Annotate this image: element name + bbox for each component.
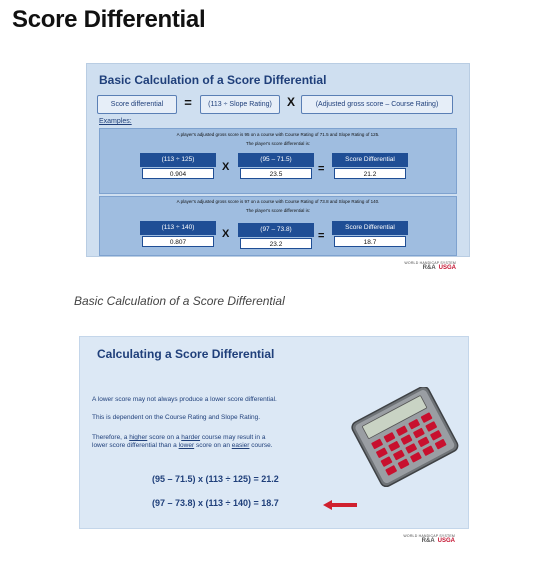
example1-diff-head: (95 – 71.5) (238, 153, 314, 167)
formula-term2-box: (Adjusted gross score – Course Rating) (301, 95, 453, 114)
example1-panel (99, 128, 457, 194)
slide1-title: Basic Calculation of a Score Differential (99, 73, 327, 87)
slide2-logo (385, 534, 455, 544)
example1-slope-head: (113 ÷ 125) (140, 153, 216, 167)
example1-slope-value: 0.904 (142, 168, 214, 179)
slide2-line4-a: lower score differential than a (92, 442, 179, 449)
example2-result-head: Score Differential (332, 221, 408, 235)
example2-times: X (222, 228, 230, 240)
example2-description: A player's adjusted gross score is 97 on a course with Course Rating of 73.8 and Slope Rating of 140. (176, 199, 380, 204)
slide2-line4-e: course. (249, 442, 273, 449)
slide-calculating-score-differential (79, 336, 469, 558)
slide2-line3-e: course may result in a (200, 434, 266, 441)
slide2-logo-tagline: WORLD HANDICAP SYSTEM (403, 534, 455, 538)
example2-panel (99, 196, 457, 256)
slide1-usga-logo: USGA (438, 265, 456, 271)
example2-result-value: 18.7 (334, 236, 406, 247)
slide2-line3-c: score on a (147, 434, 182, 441)
slide2-line4-easier: easier (231, 442, 250, 449)
example1-intro: The player's score differential is: (245, 141, 311, 146)
example2-intro: The player's score differential is: (245, 208, 311, 213)
formula-term1-box: (113 ÷ Slope Rating) (200, 95, 280, 114)
example2-diff-value: 23.2 (240, 238, 312, 249)
example2-diff-head: (97 – 73.8) (238, 223, 314, 237)
calculator-icon (344, 387, 464, 487)
formula-equals: = (184, 95, 192, 110)
slide2-line4-lower: lower (178, 442, 195, 449)
figure-caption: Basic Calculation of a Score Differential (74, 294, 285, 308)
example1-result-head: Score Differential (332, 153, 408, 167)
slide2-line3-higher: higher (129, 434, 148, 441)
example1-description: A player's adjusted gross score is 95 on a course with Course Rating of 71.5 and Slope Rating of 125. (176, 132, 380, 137)
slide1-logo-tagline: WORLD HANDICAP SYSTEM (404, 261, 456, 265)
example1-times: X (222, 161, 230, 173)
example1-equals: = (318, 163, 325, 175)
slide2-formula1: (95 – 71.5) x (113 ÷ 125) = 21.2 (152, 474, 279, 484)
slide2-panel (79, 336, 469, 529)
red-arrow-icon (323, 500, 357, 510)
slide1-logo (386, 261, 456, 271)
formula-lhs-box: Score differential (97, 95, 177, 114)
slide2-line1: A lower score may not always produce a lower score differential. (92, 396, 277, 403)
page-title: Score Differential (12, 6, 206, 33)
example1-result-value: 21.2 (334, 168, 406, 179)
slide2-usga-logo: USGA (437, 538, 455, 544)
example2-slope-value: 0.807 (142, 236, 214, 247)
slide2-line3-a: Therefore, a (92, 434, 130, 441)
example1-diff-value: 23.5 (240, 168, 312, 179)
example2-equals: = (318, 230, 325, 242)
slide2-line4 (92, 442, 273, 449)
formula-times: X (286, 95, 295, 109)
example1-slope-box (140, 153, 216, 181)
slide2-line2: This is dependent on the Course Rating and Slope Rating. (92, 414, 261, 421)
slide2-title: Calculating a Score Differential (97, 347, 275, 361)
examples-label: Examples: (99, 118, 132, 125)
example2-slope-box (140, 221, 216, 249)
slide2-line4-c: score on an (194, 442, 232, 449)
example1-diff-box (238, 153, 314, 181)
slide2-line3 (92, 434, 265, 441)
example2-slope-head: (113 ÷ 140) (140, 221, 216, 235)
slide1-panel (86, 63, 470, 257)
example2-result-box (332, 221, 408, 249)
slide-basic-calculation (86, 63, 470, 291)
slide2-formula2: (97 – 73.8) x (113 ÷ 140) = 18.7 (152, 498, 279, 508)
example1-result-box (332, 153, 408, 181)
slide1-randa-logo: R&A (422, 265, 436, 271)
example2-diff-box (238, 223, 314, 251)
slide2-line3-harder: harder (181, 434, 201, 441)
slide2-randa-logo: R&A (421, 538, 435, 544)
